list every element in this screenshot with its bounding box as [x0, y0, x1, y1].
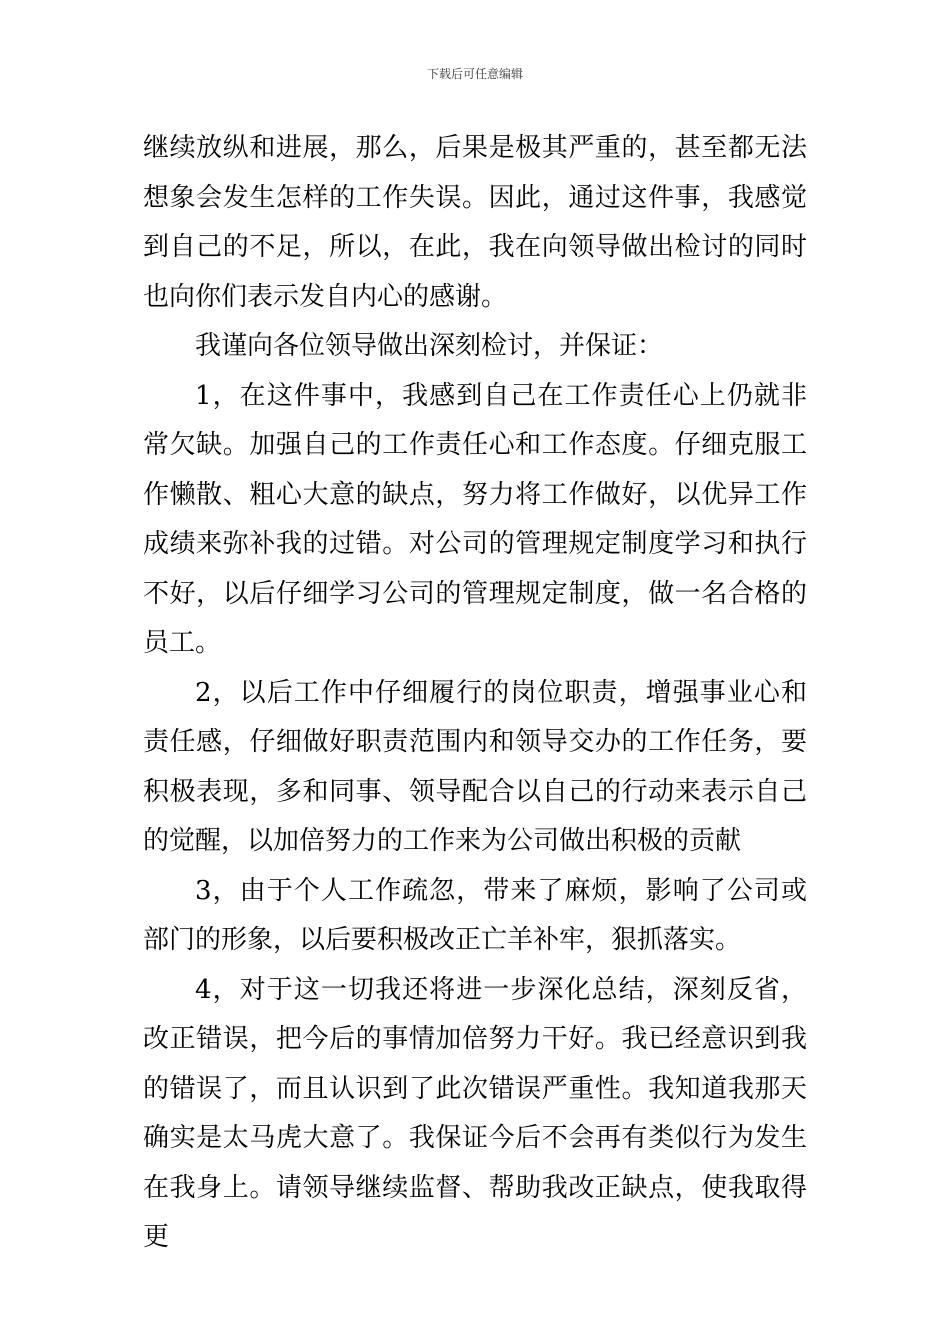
paragraph-continuation: 继续放纵和进展，那么，后果是极其严重的，甚至都无法想象会发生怎样的工作失误。因此，通过这件事，我感觉到自己的不足，所以，在此，我在向领导做出检讨的同时也向你们表示发自内心的感谢。: [143, 133, 807, 312]
paragraph-pledge-4: 4，对于这一切我还将进一步深化总结，深刻反省，改正错误，把今后的事情加倍努力干好。我已经意识到我的错误了，而且认识到了此次错误严重性。我知道我那天确实是太马虎大意了。我保证今后不会再有类似行为发生在我身上。请领导继续监督、帮助我改正缺点，使我取得更: [143, 974, 807, 1252]
paragraph-pledge-1: 1，在这件事中，我感到自己在工作责任心上仍就非常欠缺。加强自己的工作责任心和工作态度。仔细克服工作懒散、粗心大意的缺点，努力将工作做好，以优异工作成绩来弥补我的过错。对公司的管理规定制度学习和执行不好，以后仔细学习公司的管理规定制度，做一名合格的员工。: [143, 380, 807, 658]
page-header-note: 下载后可任意编辑: [426, 67, 523, 81]
paragraph-pledge-3: 3，由于个人工作疏忽，带来了麻烦，影响了公司或部门的形象，以后要积极改正亡羊补牢，狠抓落实。: [143, 875, 807, 955]
paragraph-pledge-intro: 我谨向各位领导做出深刻检讨，并保证：: [195, 331, 664, 361]
document-body: [143, 124, 807, 1263]
paragraph-pledge-2: 2，以后工作中仔细履行的岗位职责，增强事业心和责任感，仔细做好职责范围内和领导交办的工作任务，要积极表现，多和同事、领导配合以自己的行动来表示自己的觉醒，以加倍努力的工作来为公司做出积极的贡献: [143, 677, 807, 856]
